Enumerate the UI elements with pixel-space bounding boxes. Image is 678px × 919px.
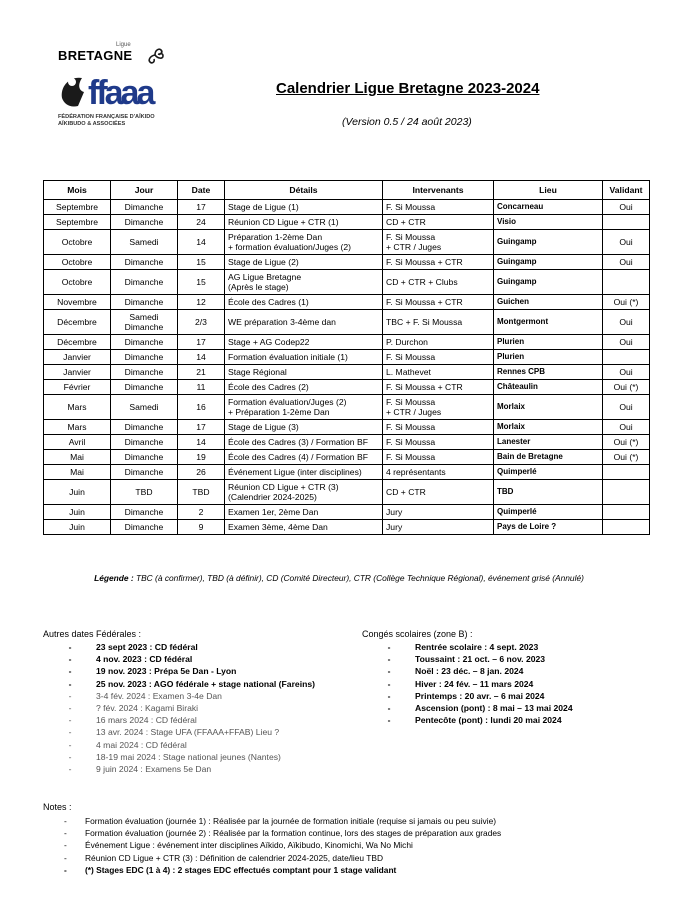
cell-intervenants: P. Durchon xyxy=(383,335,494,350)
cell-mois: Juin xyxy=(44,480,111,505)
cell-date: 19 xyxy=(178,450,225,465)
conges-list-item: - Ascension (pont) : 8 mai – 13 mai 2024 xyxy=(383,702,573,714)
list-dash: - xyxy=(387,654,391,665)
list-dash: - xyxy=(68,642,72,652)
cell-date: 17 xyxy=(178,335,225,350)
cell-intervenants: F. Si Moussa xyxy=(383,450,494,465)
federal-title: Autres dates Fédérales : xyxy=(43,629,142,639)
cell-date: 9 xyxy=(178,520,225,535)
cell-date: 15 xyxy=(178,255,225,270)
federal-list-item: - 16 mars 2024 : CD fédéral xyxy=(64,714,315,726)
cell-intervenants: F. Si Moussa xyxy=(383,350,494,365)
page-subtitle: (Version 0.5 / 24 août 2023) xyxy=(342,116,472,128)
cell-lieu: Guingamp xyxy=(494,255,603,270)
cell-mois: Octobre xyxy=(44,255,111,270)
cell-intervenants: F. Si Moussa + CTR xyxy=(383,380,494,395)
cell-intervenants: CD + CTR xyxy=(383,480,494,505)
list-dash: - xyxy=(64,816,67,826)
cell-jour: Dimanche xyxy=(111,450,178,465)
header-mois: Mois xyxy=(44,181,111,200)
cell-date: TBD xyxy=(178,480,225,505)
cell-details: Stage de Ligue (2) xyxy=(225,255,383,270)
cell-mois: Juin xyxy=(44,520,111,535)
cell-mois: Octobre xyxy=(44,230,111,255)
logo-federation-line1: FÉDÉRATION FRANÇAISE D'AÏKIDO xyxy=(58,114,155,120)
table-row xyxy=(44,505,650,520)
list-dash: - xyxy=(68,666,72,677)
federal-list-item: - 4 mai 2024 : CD fédéral xyxy=(64,739,315,751)
cell-date: 14 xyxy=(178,350,225,365)
cell-validant: Oui xyxy=(603,420,650,435)
cell-details: Événement Ligue (inter disciplines) xyxy=(225,465,383,480)
header-date: Date xyxy=(178,181,225,200)
federal-list-item: - 23 sept 2023 : CD fédéral xyxy=(64,641,315,653)
note-item: - Formation évaluation (journée 2) : Réalisée par la formation continue, lors des stages de préparation aux grades xyxy=(64,828,502,839)
cell-details: WE préparation 3-4ème dan xyxy=(225,310,383,335)
cell-mois: Novembre xyxy=(44,295,111,310)
table-row xyxy=(44,420,650,435)
cell-intervenants: F. Si Moussa xyxy=(383,200,494,215)
cell-intervenants: TBC + F. Si Moussa xyxy=(383,310,494,335)
table-row xyxy=(44,465,650,480)
notes-title: Notes : xyxy=(43,802,72,812)
list-dash: - xyxy=(387,690,391,701)
cell-jour: Dimanche xyxy=(111,215,178,230)
cell-mois: Mai xyxy=(44,465,111,480)
cell-jour: Dimanche xyxy=(111,505,178,520)
list-dash: - xyxy=(387,678,391,689)
conges-list-item: - Printemps : 20 avr. – 6 mai 2024 xyxy=(383,690,573,702)
note-item: - Événement Ligue : événement inter disciplines Aïkido, Aïkibudo, Kinomichi, Wa No Michi xyxy=(64,840,413,851)
table-row xyxy=(44,450,650,465)
cell-details: École des Cadres (1) xyxy=(225,295,383,310)
cell-jour: Dimanche xyxy=(111,365,178,380)
cell-intervenants: F. Si Moussa xyxy=(383,420,494,435)
cell-intervenants: F. Si Moussa + CTR xyxy=(383,295,494,310)
cell-mois: Septembre xyxy=(44,200,111,215)
list-dash: - xyxy=(387,642,391,652)
cell-jour: TBD xyxy=(111,480,178,505)
cell-validant: Oui xyxy=(603,255,650,270)
cell-date: 2/3 xyxy=(178,310,225,335)
list-dash: - xyxy=(64,840,67,851)
cell-lieu: Visio xyxy=(494,215,603,230)
list-dash: - xyxy=(387,715,391,726)
table-row xyxy=(44,480,650,505)
cell-lieu: Concarneau xyxy=(494,200,603,215)
list-dash: - xyxy=(387,702,391,713)
cell-mois: Janvier xyxy=(44,350,111,365)
cell-mois: Décembre xyxy=(44,335,111,350)
federal-list xyxy=(64,641,315,775)
cell-intervenants: Jury xyxy=(383,520,494,535)
cell-jour: Dimanche xyxy=(111,520,178,535)
federal-list-item: - 13 avr. 2024 : Stage UFA (FFAAA+FFAB) Lieu ? xyxy=(64,726,315,738)
cell-lieu: Châteaulin xyxy=(494,380,603,395)
cell-validant: Oui xyxy=(603,310,650,335)
table-row xyxy=(44,395,650,420)
table-row xyxy=(44,215,650,230)
cell-lieu: Plurien xyxy=(494,335,603,350)
federal-list-item: - 25 nov. 2023 : AGO fédérale + stage national (Fareins) xyxy=(64,678,315,690)
cell-validant: Oui xyxy=(603,335,650,350)
list-dash: - xyxy=(68,739,72,750)
calendar-body xyxy=(44,200,650,535)
cell-jour: Dimanche xyxy=(111,435,178,450)
cell-details: Formation évaluation initiale (1) xyxy=(225,350,383,365)
cell-mois: Septembre xyxy=(44,215,111,230)
legend-text: TBC (à confirmer), TBD (à définir), CD (Comité Directeur), CTR (Collège Technique Régional), événement grisé (Annulé) xyxy=(135,573,584,583)
cell-lieu: Morlaix xyxy=(494,395,603,420)
cell-lieu: TBD xyxy=(494,480,603,505)
list-dash: - xyxy=(64,852,67,863)
table-row xyxy=(44,310,650,335)
cell-date: 14 xyxy=(178,435,225,450)
cell-mois: Octobre xyxy=(44,270,111,295)
cell-details: Stage de Ligue (1) xyxy=(225,200,383,215)
list-dash: - xyxy=(387,666,391,677)
cell-mois: Mai xyxy=(44,450,111,465)
logo-federation-line2: AÏKIBUDO & ASSOCIÉES xyxy=(58,121,126,127)
cell-validant xyxy=(603,270,650,295)
ffaaa-brand-icon xyxy=(58,68,168,112)
cell-mois: Mars xyxy=(44,420,111,435)
federal-list-item: - 3-4 fév. 2024 : Examen 3-4e Dan xyxy=(64,690,315,702)
header-validant: Validant xyxy=(603,181,650,200)
cell-jour: Dimanche xyxy=(111,270,178,295)
cell-validant: Oui (*) xyxy=(603,450,650,465)
cell-details: Réunion CD Ligue + CTR (1) xyxy=(225,215,383,230)
cell-validant: Oui (*) xyxy=(603,295,650,310)
header-jour: Jour xyxy=(111,181,178,200)
cell-details: AG Ligue Bretagne (Après le stage) xyxy=(225,270,383,295)
cell-lieu: Montgermont xyxy=(494,310,603,335)
table-row xyxy=(44,435,650,450)
cell-lieu: Guingamp xyxy=(494,230,603,255)
note-item: - Réunion CD Ligue + CTR (3) : Définition de calendrier 2024-2025, date/lieu TBD xyxy=(64,852,384,863)
list-dash: - xyxy=(64,828,67,839)
cell-details: Examen 3ème, 4ème Dan xyxy=(225,520,383,535)
cell-mois: Décembre xyxy=(44,310,111,335)
cell-validant: Oui (*) xyxy=(603,380,650,395)
cell-date: 17 xyxy=(178,420,225,435)
cell-details: Stage Régional xyxy=(225,365,383,380)
cell-lieu: Quimperlé xyxy=(494,465,603,480)
cell-details: École des Cadres (3) / Formation BF xyxy=(225,435,383,450)
cell-validant: Oui xyxy=(603,365,650,380)
note-item: - (*) Stages EDC (1 à 4) : 2 stages EDC effectués comptant pour 1 stage validant xyxy=(64,864,397,875)
cell-jour: Dimanche xyxy=(111,465,178,480)
cell-lieu: Lanester xyxy=(494,435,603,450)
cell-validant: Oui xyxy=(603,395,650,420)
cell-date: 17 xyxy=(178,200,225,215)
list-dash: - xyxy=(68,763,72,774)
table-row xyxy=(44,335,650,350)
cell-jour: Dimanche xyxy=(111,255,178,270)
cell-mois: Janvier xyxy=(44,365,111,380)
conges-title: Congés scolaires (zone B) : xyxy=(362,629,473,639)
cell-details: Stage + AG Codep22 xyxy=(225,335,383,350)
federal-list-item: - 9 juin 2024 : Examens 5e Dan xyxy=(64,763,315,775)
cell-validant xyxy=(603,465,650,480)
cell-validant xyxy=(603,520,650,535)
cell-details: Formation évaluation/Juges (2) + Préparation 1-2ème Dan xyxy=(225,395,383,420)
list-dash: - xyxy=(68,751,72,762)
list-dash: - xyxy=(68,727,72,738)
cell-intervenants: F. Si Moussa xyxy=(383,435,494,450)
federal-list-item: - ? fév. 2024 : Kagami Biraki xyxy=(64,702,315,714)
cell-lieu: Quimperlé xyxy=(494,505,603,520)
header-intervenants: Intervenants xyxy=(383,181,494,200)
cell-validant: Oui xyxy=(603,200,650,215)
logo-bretagne-text: BRETAGNE xyxy=(58,48,133,63)
cell-lieu: Pays de Loire ? xyxy=(494,520,603,535)
cell-mois: Février xyxy=(44,380,111,395)
page-title: Calendrier Ligue Bretagne 2023-2024 xyxy=(276,80,540,97)
list-dash: - xyxy=(68,678,72,689)
legend-label: Légende : xyxy=(94,573,134,583)
cell-jour: Dimanche xyxy=(111,335,178,350)
cell-details: Stage de Ligue (3) xyxy=(225,420,383,435)
conges-list-item: - Pentecôte (pont) : lundi 20 mai 2024 xyxy=(383,714,573,726)
table-row xyxy=(44,350,650,365)
cell-date: 21 xyxy=(178,365,225,380)
cell-lieu: Guingamp xyxy=(494,270,603,295)
cell-validant xyxy=(603,480,650,505)
cell-validant xyxy=(603,350,650,365)
cell-date: 11 xyxy=(178,380,225,395)
conges-list xyxy=(383,641,573,726)
cell-intervenants: F. Si Moussa + CTR / Juges xyxy=(383,230,494,255)
cell-intervenants: F. Si Moussa + CTR xyxy=(383,255,494,270)
table-row xyxy=(44,295,650,310)
cell-details: Examen 1er, 2ème Dan xyxy=(225,505,383,520)
cell-validant xyxy=(603,215,650,230)
cell-intervenants: Jury xyxy=(383,505,494,520)
cell-validant xyxy=(603,505,650,520)
table-row xyxy=(44,200,650,215)
cell-mois: Juin xyxy=(44,505,111,520)
conges-list-item: - Hiver : 24 fév. – 11 mars 2024 xyxy=(383,678,573,690)
list-dash: - xyxy=(68,654,72,665)
logo-ligue-text: Ligue xyxy=(116,42,131,48)
cell-date: 24 xyxy=(178,215,225,230)
conges-list-item: - Noël : 23 déc. – 8 jan. 2024 xyxy=(383,665,573,677)
cell-date: 2 xyxy=(178,505,225,520)
header-details: Détails xyxy=(225,181,383,200)
cell-mois: Mars xyxy=(44,395,111,420)
conges-list-item: - Toussaint : 21 oct. – 6 nov. 2023 xyxy=(383,653,573,665)
legend xyxy=(0,573,678,583)
federal-list-item: - 19 nov. 2023 : Prépa 5e Dan - Lyon xyxy=(64,665,315,677)
cell-validant: Oui xyxy=(603,230,650,255)
triskel-icon xyxy=(144,44,166,66)
cell-intervenants: CD + CTR xyxy=(383,215,494,230)
cell-jour: Dimanche xyxy=(111,380,178,395)
federal-list-item: - 18-19 mai 2024 : Stage national jeunes (Nantes) xyxy=(64,751,315,763)
note-item: - Formation évaluation (journée 1) : Réalisée par la journée de formation initiale (requise si jamais ou peu suivie) xyxy=(64,816,497,826)
notes-list xyxy=(64,815,501,876)
cell-details: École des Cadres (2) xyxy=(225,380,383,395)
list-dash: - xyxy=(64,864,67,875)
cell-intervenants: CD + CTR + Clubs xyxy=(383,270,494,295)
conges-list-item: - Rentrée scolaire : 4 sept. 2023 xyxy=(383,641,573,653)
cell-intervenants: L. Mathevet xyxy=(383,365,494,380)
cell-jour: Dimanche xyxy=(111,295,178,310)
cell-date: 14 xyxy=(178,230,225,255)
list-dash: - xyxy=(68,702,72,713)
table-row xyxy=(44,255,650,270)
cell-lieu: Guichen xyxy=(494,295,603,310)
cell-jour: Dimanche xyxy=(111,350,178,365)
cell-lieu: Morlaix xyxy=(494,420,603,435)
cell-jour: Samedi Dimanche xyxy=(111,310,178,335)
cell-intervenants: F. Si Moussa + CTR / Juges xyxy=(383,395,494,420)
cell-jour: Dimanche xyxy=(111,420,178,435)
cell-jour: Dimanche xyxy=(111,200,178,215)
cell-date: 15 xyxy=(178,270,225,295)
cell-date: 12 xyxy=(178,295,225,310)
cell-lieu: Rennes CPB xyxy=(494,365,603,380)
federal-list-item: - 4 nov. 2023 : CD fédéral xyxy=(64,653,315,665)
cell-validant: Oui (*) xyxy=(603,435,650,450)
cell-intervenants: 4 représentants xyxy=(383,465,494,480)
cell-jour: Samedi xyxy=(111,395,178,420)
logo-brand-text: ffaaa xyxy=(88,74,153,112)
cell-jour: Samedi xyxy=(111,230,178,255)
cell-date: 26 xyxy=(178,465,225,480)
table-header-row xyxy=(44,181,650,200)
cell-details: École des Cadres (4) / Formation BF xyxy=(225,450,383,465)
cell-lieu: Bain de Bretagne xyxy=(494,450,603,465)
cell-details: Préparation 1-2ème Dan + formation évaluation/Juges (2) xyxy=(225,230,383,255)
list-dash: - xyxy=(68,690,72,701)
table-row xyxy=(44,365,650,380)
list-dash: - xyxy=(68,715,72,726)
table-row xyxy=(44,270,650,295)
cell-mois: Avril xyxy=(44,435,111,450)
cell-details: Réunion CD Ligue + CTR (3) (Calendrier 2024-2025) xyxy=(225,480,383,505)
table-row xyxy=(44,520,650,535)
table-row xyxy=(44,380,650,395)
cell-lieu: Plurien xyxy=(494,350,603,365)
header-lieu: Lieu xyxy=(494,181,603,200)
calendar-table xyxy=(43,180,650,535)
cell-date: 16 xyxy=(178,395,225,420)
table-row xyxy=(44,230,650,255)
ffaaa-logo xyxy=(58,42,188,134)
